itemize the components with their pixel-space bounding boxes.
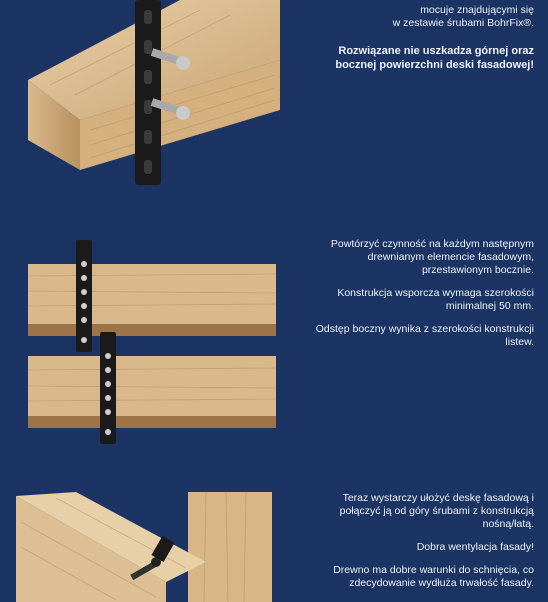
board-screwing-illustration (16, 492, 276, 602)
clip-mounting-illustration-2 (26, 236, 286, 456)
section-2-p1-line-2: drewnianym elemencie fasadowym, (367, 251, 534, 263)
section-3-p1-line-1: Teraz wystarczy ułożyć deskę fasadową i (342, 492, 534, 504)
section-2-text (304, 238, 534, 359)
section-3-p3-line-1: Drewno ma dobre warunki do schnięcia, co (333, 564, 534, 576)
section-1-highlight-2: bocznej powierzchni deski fasadowej! (335, 59, 534, 71)
section-3-p2-line-1: Dobra wentylacja fasady! (416, 541, 534, 553)
section-3-text (304, 492, 534, 600)
section-2-p3-line-1: Odstęp boczny wynika z szerokości konstrukcji (315, 323, 534, 335)
section-1-highlight-1: Rozwiązane nie uszkadza górnej oraz (338, 45, 534, 57)
section-2 (0, 230, 548, 430)
section-3 (0, 490, 548, 600)
section-3-p1-line-3: nośną/łatą. (482, 518, 534, 530)
section-1-text (314, 4, 534, 72)
section-2-p1-line-1: Powtórzyć czynność na każdym następnym (330, 238, 534, 250)
clip-mounting-illustration-1 (20, 0, 310, 200)
section-1-line-2: w zestawie śrubami BohrFix®. (392, 17, 534, 29)
section-3-p1-line-2: połączyć ją od góry śrubami z konstrukcją (339, 505, 534, 517)
section-2-p2-line-1: Konstrukcja wsporcza wymaga szerokości (337, 287, 534, 299)
section-2-p3-line-2: listew. (505, 336, 534, 348)
section-2-p2-line-2: minimalnej 50 mm. (445, 300, 534, 312)
section-1 (0, 0, 548, 200)
section-2-p1-line-3: przestawionym bocznie. (421, 264, 534, 276)
section-1-line-1: mocuje znajdującymi się (420, 4, 534, 16)
section-3-p3-line-2: zdecydowanie wydłuża trwałość fasady. (349, 577, 534, 589)
